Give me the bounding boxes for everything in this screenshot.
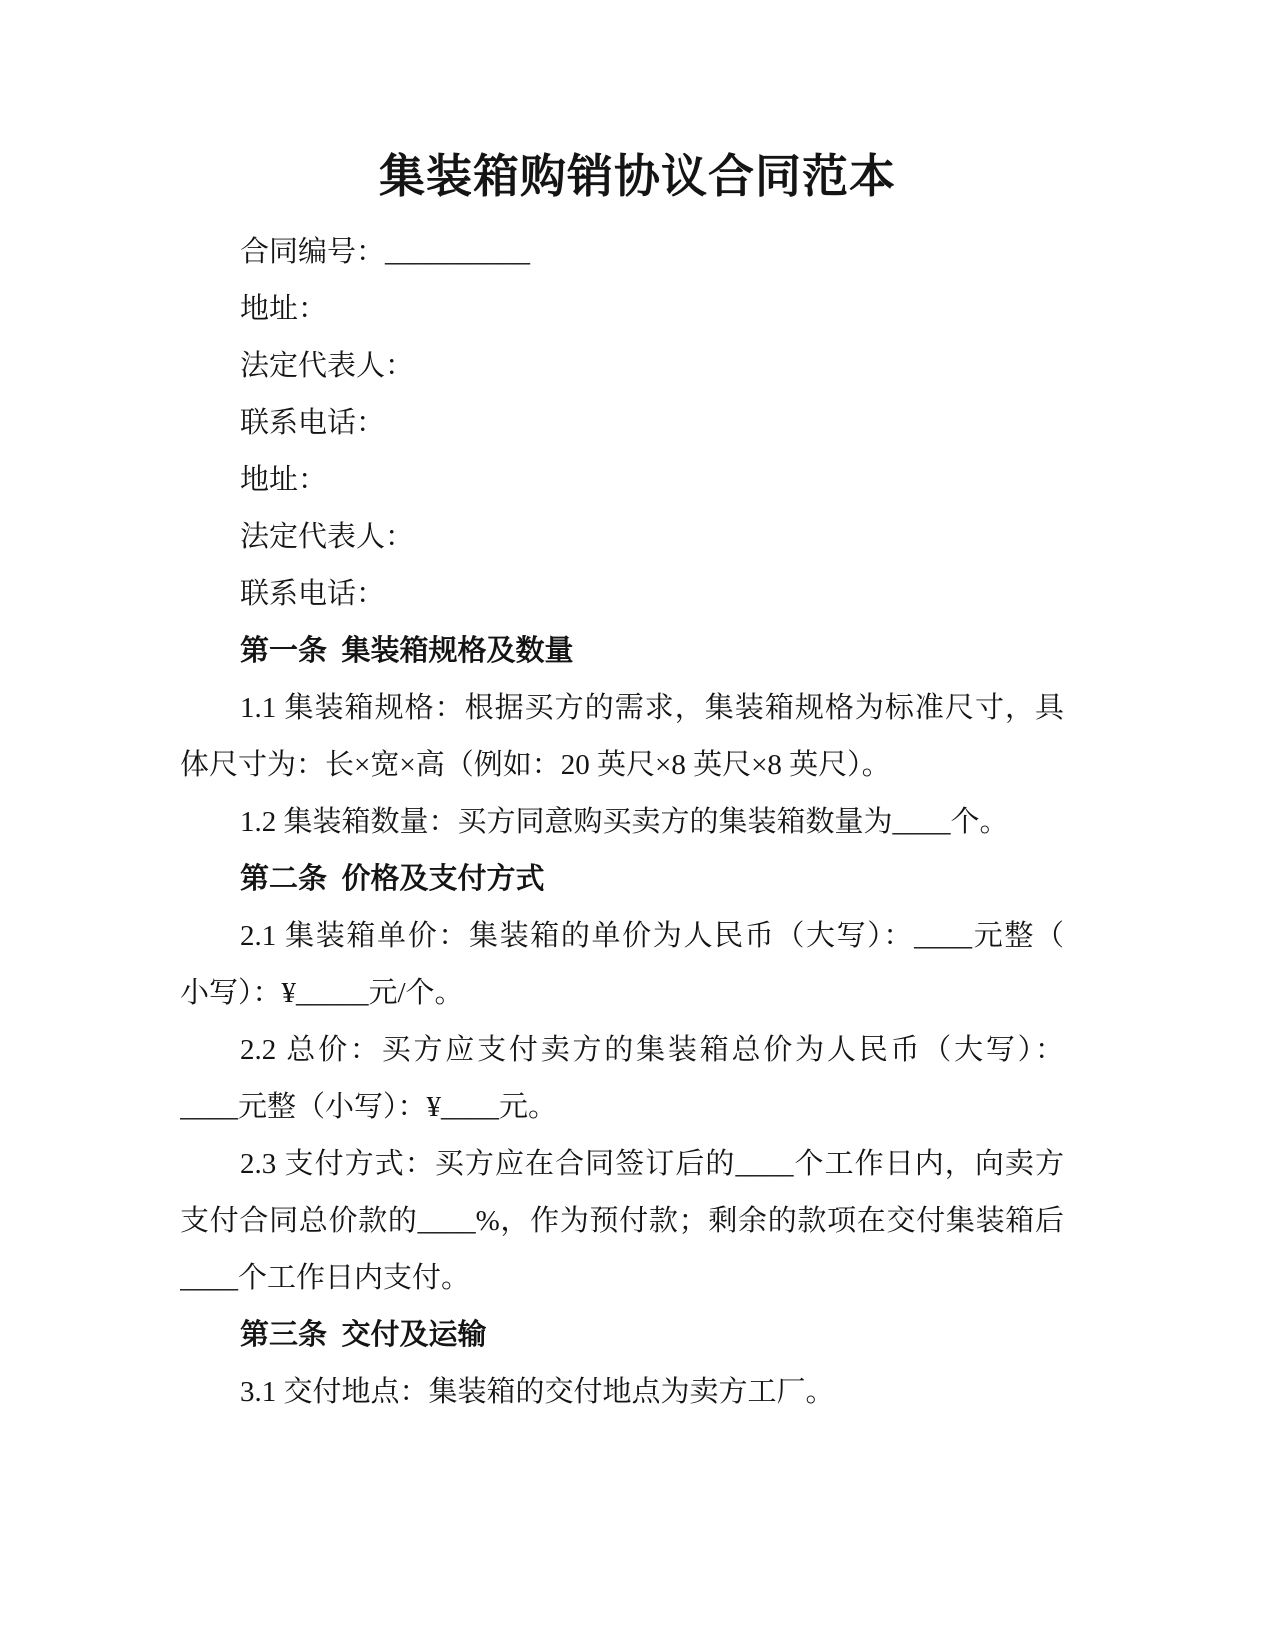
article-2-heading: 第二条 价格及支付方式 xyxy=(240,863,545,895)
buyer-phone-line: 联系电话： xyxy=(240,578,386,610)
document-title: 集装箱购销协议合同范本 xyxy=(379,151,896,202)
seller-legal-rep-line: 法定代表人： xyxy=(240,350,415,382)
clause-1-1-line-1: 1.1 集装箱规格：根据买方的需求，集装箱规格为标准尺寸，具 xyxy=(240,692,1064,724)
contract-number-line: 合同编号：__________ xyxy=(240,236,531,268)
buyer-address-line: 地址： xyxy=(240,464,328,496)
seller-phone-line: 联系电话： xyxy=(240,407,386,439)
clause-1-2-line: 1.2 集装箱数量：买方同意购买卖方的集装箱数量为____个。 xyxy=(240,806,1009,838)
seller-address-line: 地址： xyxy=(240,293,328,325)
clause-3-1-line: 3.1 交付地点：集装箱的交付地点为卖方工厂。 xyxy=(240,1376,835,1408)
clause-2-2-line-1: 2.2 总价：买方应支付卖方的集装箱总价为人民币（大写）： xyxy=(240,1034,1064,1066)
clause-2-3-line-1: 2.3 支付方式：买方应在合同签订后的____个工作日内，向卖方 xyxy=(240,1148,1064,1180)
clause-2-2-line-2: ____元整（小写）：¥____元。 xyxy=(180,1091,558,1123)
clause-2-1-line-1: 2.1 集装箱单价：集装箱的单价为人民币（大写）：____元整（ xyxy=(240,920,1064,952)
clause-1-1-line-2: 体尺寸为：长×宽×高（例如：20 英尺×8 英尺×8 英尺）。 xyxy=(180,749,891,781)
document-body xyxy=(180,224,1064,1421)
clause-2-3-line-2: 支付合同总价款的____%，作为预付款；剩余的款项在交付集装箱后 xyxy=(180,1205,1064,1237)
clause-2-3-line-3: ____个工作日内支付。 xyxy=(180,1262,471,1294)
article-3-heading: 第三条 交付及运输 xyxy=(240,1319,487,1351)
clause-2-1-line-2: 小写）：¥_____元/个。 xyxy=(180,977,464,1009)
buyer-legal-rep-line: 法定代表人： xyxy=(240,521,415,553)
article-1-heading: 第一条 集装箱规格及数量 xyxy=(240,635,574,667)
